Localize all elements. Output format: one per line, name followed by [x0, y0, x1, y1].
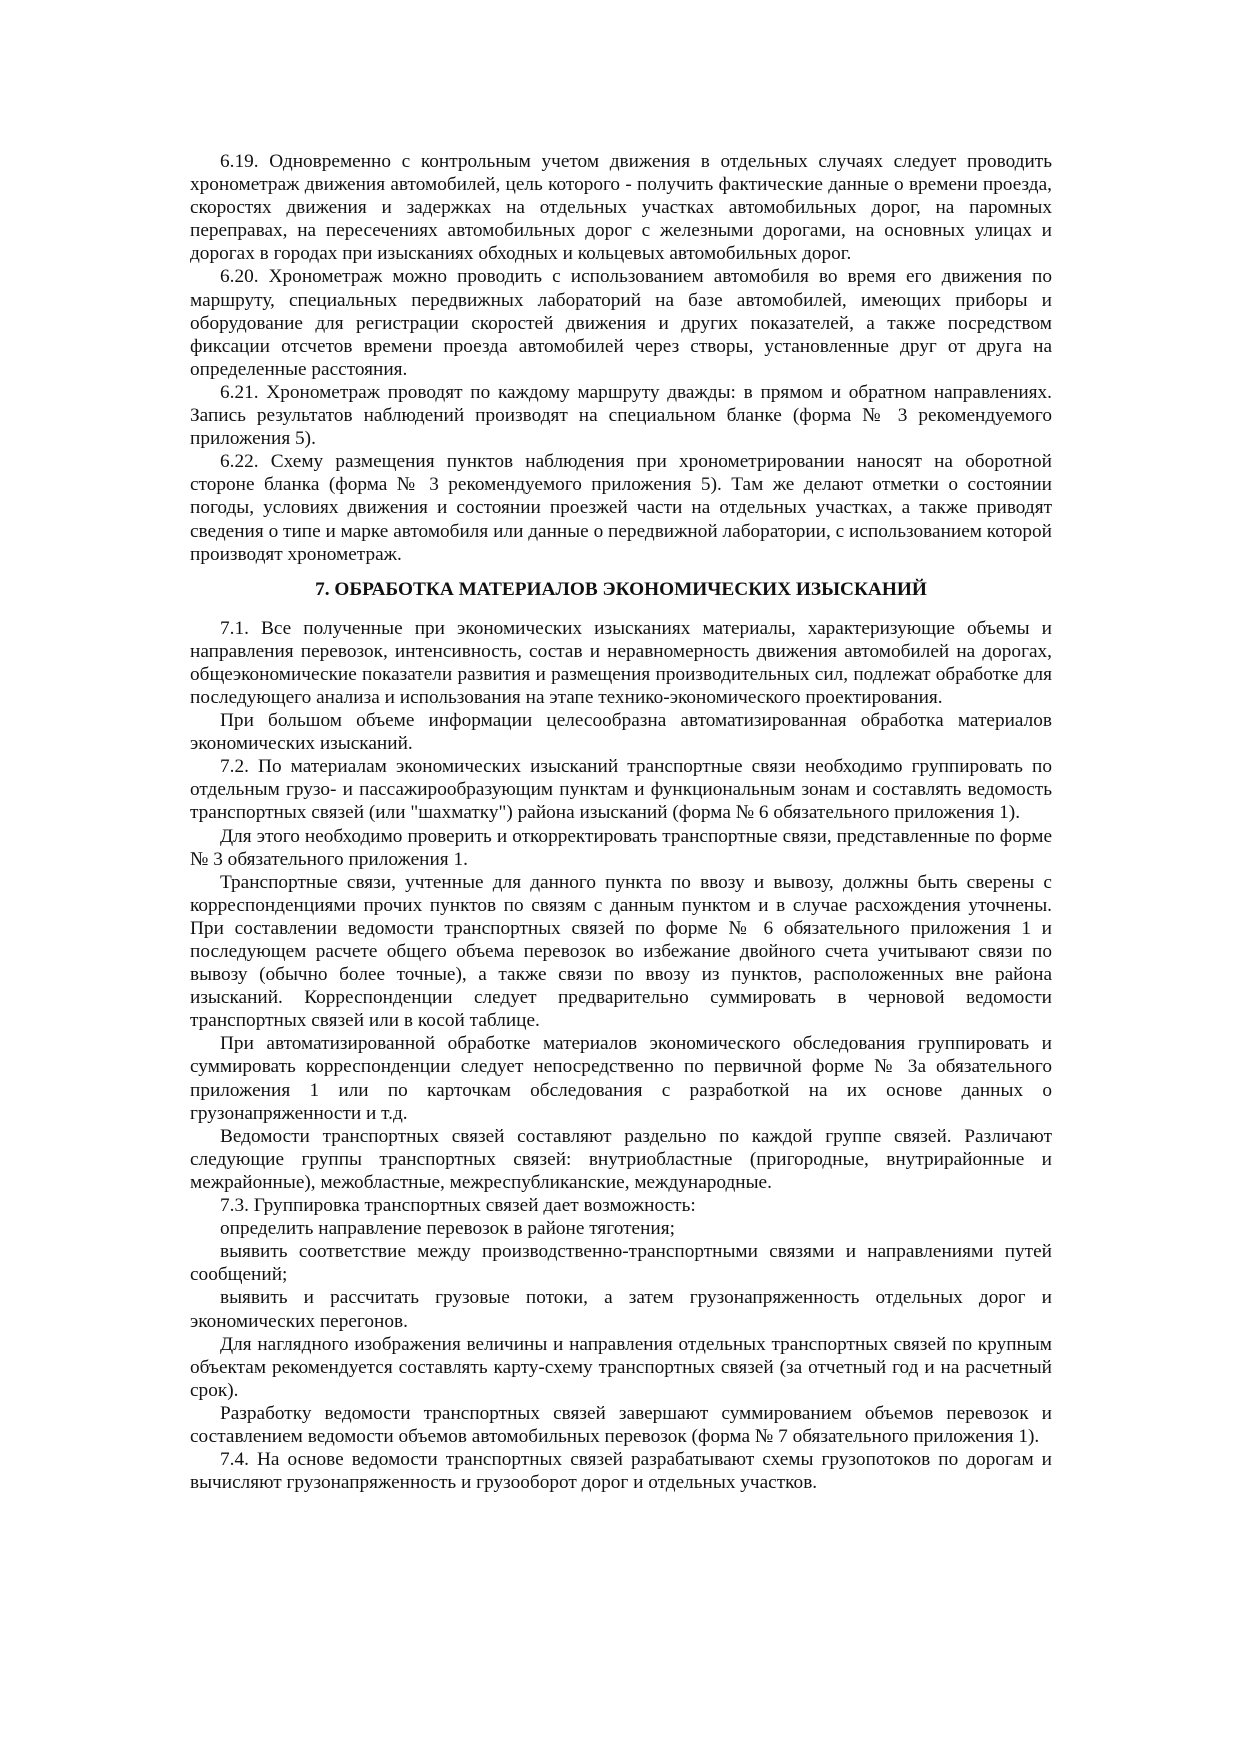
paragraph-7-1: 7.1. Все полученные при экономических изысканиях материалы, характеризующие объемы и направления перевозок, интенсивность, состав и неравномерность движения автомобилей на дорогах, общеэкономические показатели развития и размещения производительных сил, подлежат обработке для последующего анализа и использования на этапе технико-экономического проектирования.	[190, 617, 1052, 708]
paragraph-map-scheme: Для наглядного изображения величины и направления отдельных транспортных связей по крупным объектам рекомендуется составлять карту-схему транспортных связей (за отчетный год и на расчетный срок).	[190, 1333, 1052, 1401]
paragraph-automation-note: При большом объеме информации целесообразна автоматизированная обработка материалов экономических изысканий.	[190, 710, 1052, 755]
paragraph-6-20: 6.20. Хронометраж можно проводить с использованием автомобиля во время его движения по маршруту, специальных передвижных лабораторий на базе автомобилей, имеющих приборы и оборудование для регистрации скоростей движения и других показателей, а также посредством фиксации отсчетов времени проезда автомобилей через створы, установленные друг от друга на определенные расстояния.	[190, 266, 1052, 380]
paragraph-6-19: 6.19. Одновременно с контрольным учетом движения в отдельных случаях следует проводить хронометраж движения автомобилей, цель которого - получить фактические данные о времени проезда, скоростях движения и задержках на отдельных участках автомобильных дорог, на паромных переправах, на пересечениях автомобильных дорог с железными дорогами, на основных улицах и дорогах в городах при изысканиях обходных и кольцевых автомобильных дорог.	[190, 151, 1052, 265]
list-item-calculate-flows: выявить и рассчитать грузовые потоки, а затем грузонапряженность отдельных дорог и экономических перегонов.	[190, 1287, 1052, 1332]
paragraph-7-4: 7.4. На основе ведомости транспортных связей разрабатывают схемы грузопотоков по дорогам и вычисляют грузонапряженность и грузооборот дорог и отдельных участков.	[190, 1449, 1052, 1494]
paragraph-6-21: 6.21. Хронометраж проводят по каждому маршруту дважды: в прямом и обратном направлениях. Запись результатов наблюдений производят на специальном бланке (форма № 3 рекомендуемого приложения 5).	[190, 381, 1052, 450]
paragraph-transport-links-reconcile: Транспортные связи, учтенные для данного пункта по ввозу и вывозу, должны быть сверены с корреспонденциями прочих пунктов по связям с данным пунктом и в случае расхождения уточнены. При составлении ведомости транспортных связей по форме № 6 обязательного приложения 1 и последующем расчете общего объема перевозок во избежание двойного счета учитывают связи по вывозу (обычно более точные), а также связи по ввозу из пунктов, расположенных вне района изысканий. Корреспонденции следует предварительно суммировать в черновой ведомости транспортных связей или в косой таблице.	[190, 871, 1052, 1032]
paragraph-7-2: 7.2. По материалам экономических изысканий транспортные связи необходимо группировать по отдельным грузо- и пассажирообразующим пунктам и функциональным зонам и составлять ведомость транспортных связей (или "шахматку") района изысканий (форма № 6 обязательного приложения 1).	[190, 756, 1052, 824]
paragraph-automated-processing: При автоматизированной обработке материалов экономического обследования группировать и суммировать корреспонденции следует непосредственно по первичной форме № 3а обязательного приложения 1 или по карточкам обследования с разработкой на их основе данных о грузонапряженности и т.д.	[190, 1033, 1052, 1124]
list-item-identify-correspondence: выявить соответствие между производственно-транспортными связями и направлениями путей сообщений;	[190, 1241, 1052, 1286]
paragraph-7-3: 7.3. Группировка транспортных связей дает возможность:	[220, 1195, 696, 1217]
paragraph-summary-statement: Разработку ведомости транспортных связей завершают суммированием объемов перевозок и составлением ведомости объемов автомобильных перевозок (форма № 7 обязательного приложения 1).	[190, 1402, 1052, 1447]
paragraph-6-22: 6.22. Схему размещения пунктов наблюдения при хронометрировании наносят на оборотной стороне бланка (форма № 3 рекомендуемого приложения 5). Там же делают отметки о состоянии погоды, условиях движения и состоянии проезжей части на отдельных участках, а также приводят сведения о типе и марке автомобиля или данные о передвижной лаборатории, с использованием которой производят хронометраж.	[190, 451, 1052, 565]
paragraph-check-links: Для этого необходимо проверить и откорректировать транспортные связи, представленные по форме № 3 обязательного приложения 1.	[190, 825, 1052, 870]
list-item-determine-direction: определить направление перевозок в районе тяготения;	[220, 1218, 675, 1240]
section-7-heading: 7. ОБРАБОТКА МАТЕРИАЛОВ ЭКОНОМИЧЕСКИХ ИЗЫСКАНИЙ	[315, 578, 927, 600]
paragraph-link-groups: Ведомости транспортных связей составляют раздельно по каждой группе связей. Различают следующие группы транспортных связей: внутриобластные (пригородные, внутрирайонные и межрайонные), межобластные, межреспубликанские, международные.	[190, 1125, 1052, 1193]
document-page	[190, 150, 1052, 1494]
